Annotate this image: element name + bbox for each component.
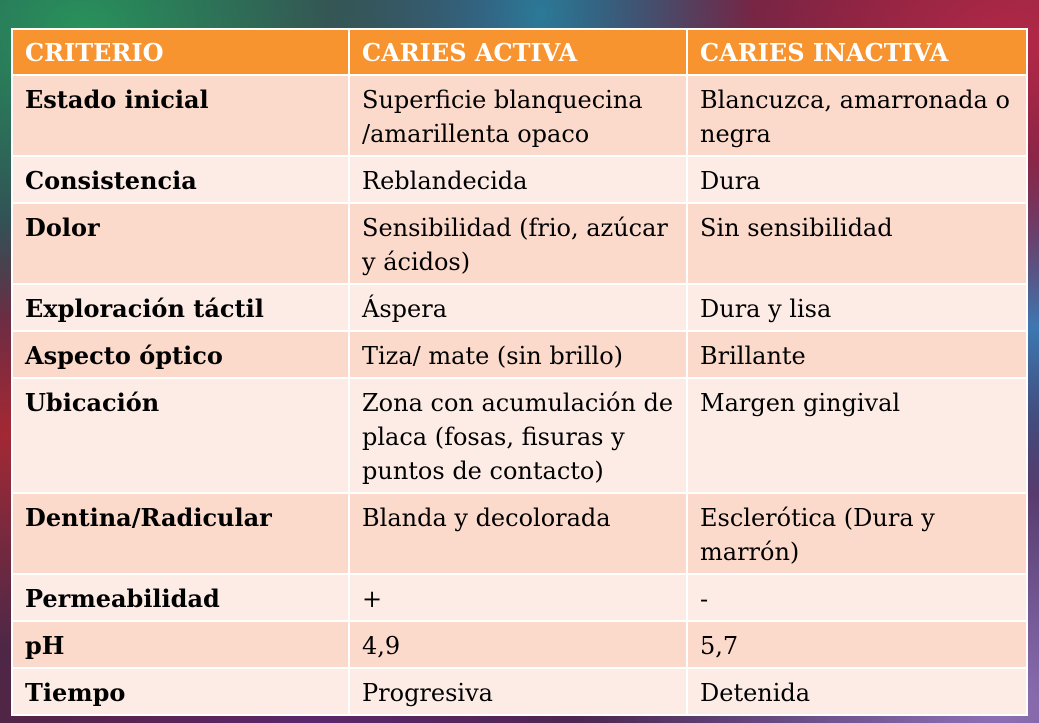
inactiva-cell: - (687, 574, 1027, 621)
inactiva-cell: Dura (687, 156, 1027, 203)
table-row-exploracion-tactil (12, 284, 1027, 331)
activa-cell: Progresiva (349, 668, 687, 715)
header-caries-activa: CARIES ACTIVA (349, 29, 687, 75)
activa-cell: Zona con acumulación de placa (fosas, fisuras y puntos de contacto) (349, 378, 687, 493)
criterio-cell: pH (12, 621, 349, 668)
table-row-aspecto-optico (12, 331, 1027, 378)
activa-cell: Superficie blanquecina /amarillenta opaco (349, 75, 687, 156)
inactiva-cell: Esclerótica (Dura y marrón) (687, 493, 1027, 574)
inactiva-cell: 5,7 (687, 621, 1027, 668)
table-row-ubicacion (12, 378, 1027, 493)
criterio-cell: Estado inicial (12, 75, 349, 156)
table-row-consistencia (12, 156, 1027, 203)
criterio-cell: Permeabilidad (12, 574, 349, 621)
activa-cell: Tiza/ mate (sin brillo) (349, 331, 687, 378)
table-row-permeabilidad (12, 574, 1027, 621)
header-caries-inactiva: CARIES INACTIVA (687, 29, 1027, 75)
criterio-cell: Dolor (12, 203, 349, 284)
inactiva-cell: Sin sensibilidad (687, 203, 1027, 284)
table-row-estado-inicial (12, 75, 1027, 156)
inactiva-cell: Margen gingival (687, 378, 1027, 493)
caries-comparison-table (11, 28, 1028, 716)
criterio-cell: Exploración táctil (12, 284, 349, 331)
criterio-cell: Ubicación (12, 378, 349, 493)
inactiva-cell: Dura y lisa (687, 284, 1027, 331)
criterio-cell: Tiempo (12, 668, 349, 715)
table-row-ph (12, 621, 1027, 668)
inactiva-cell: Brillante (687, 331, 1027, 378)
table-row-dolor (12, 203, 1027, 284)
table-row-dentina-radicular (12, 493, 1027, 574)
criterio-cell: Dentina/Radicular (12, 493, 349, 574)
table-row-tiempo (12, 668, 1027, 715)
activa-cell: Áspera (349, 284, 687, 331)
activa-cell: + (349, 574, 687, 621)
activa-cell: Sensibilidad (frio, azúcar y ácidos) (349, 203, 687, 284)
criterio-cell: Consistencia (12, 156, 349, 203)
header-criterio: CRITERIO (12, 29, 349, 75)
comparison-table-container (11, 28, 1026, 706)
inactiva-cell: Blancuzca, amarronada o negra (687, 75, 1027, 156)
activa-cell: Reblandecida (349, 156, 687, 203)
activa-cell: Blanda y decolorada (349, 493, 687, 574)
criterio-cell: Aspecto óptico (12, 331, 349, 378)
activa-cell: 4,9 (349, 621, 687, 668)
inactiva-cell: Detenida (687, 668, 1027, 715)
table-header-row (12, 29, 1027, 75)
